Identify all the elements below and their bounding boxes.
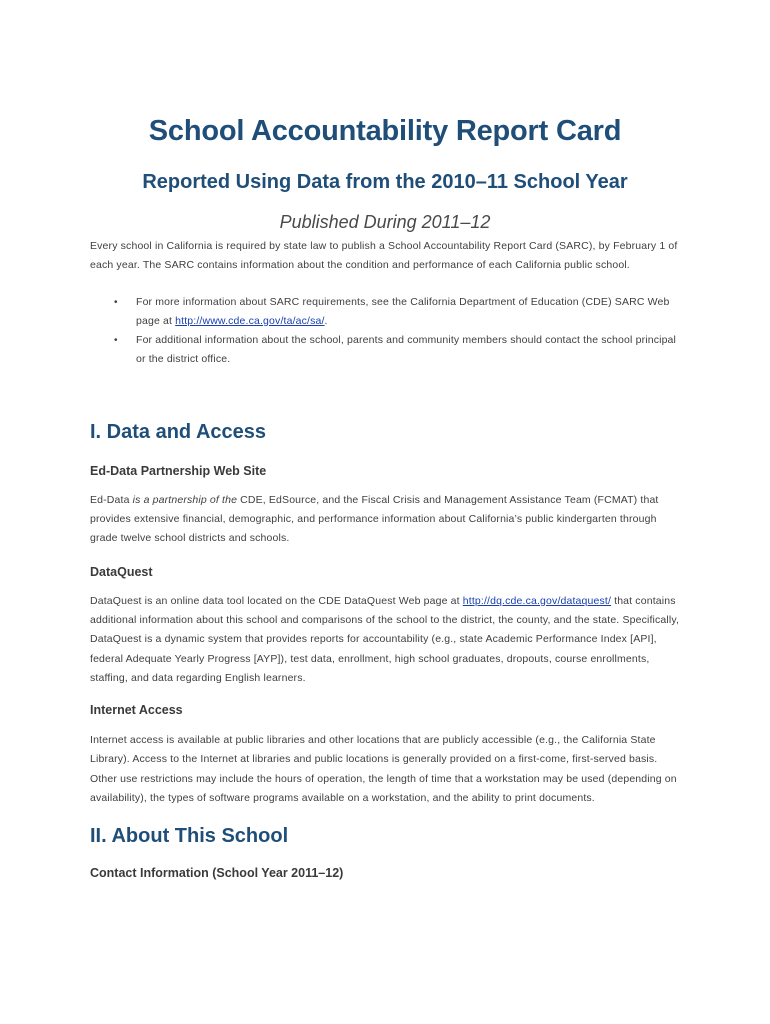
dataquest-link[interactable]: http://dq.cde.ca.gov/dataquest/ xyxy=(462,594,612,607)
eddata-rest: CDE, EdSource, and the Fiscal Crisis and Management Assistance Team (FCMAT) that provides extensive financial, demographic, and performance information about California’s public kindergarten through grade twelve school districts and schools. xyxy=(90,493,659,545)
bullet-text-end: . xyxy=(324,314,328,327)
document-subtitle: Reported Using Data from the 2010–11 School Year xyxy=(142,171,628,193)
eddata-paragraph xyxy=(90,491,680,549)
internet-paragraph: Internet access is available at public libraries and other locations that are publicly accessible (e.g., the California State Library). Access to the Internet at libraries and public locations is generally provided on a first-come, first-served basis. Other use restrictions may include the hours of operation, the length of time that a workstation may be used (depending on availability), the types of software programs available on a workstation, and the ability to print documents. xyxy=(90,734,677,805)
intro-paragraph: Every school in California is required by state law to publish a School Accountability Report Card (SARC), by February 1 of each year. The SARC contains information about the condition and performance of each California public school. xyxy=(90,240,678,272)
document-page xyxy=(90,110,680,882)
dataquest-text-end: that contains additional information about this school and comparisons of the school to the district, the county, and the state. Specifically, DataQuest is a dynamic system that provides reports for accountability (e.g., state Academic Performance Index [API], federal Adequate Yearly Progress [AYP]), test data, enrollment, high school graduates, dropouts, course enrollments, staffing, and data regarding English learners. xyxy=(90,594,680,684)
bullet-text: For more information about SARC requirements, see the California Department of Education (CDE) SARC Web page at xyxy=(136,295,670,327)
dataquest-text-start: DataQuest is an online data tool located on the CDE DataQuest Web page at xyxy=(90,594,463,607)
eddata-italic: is a partnership of the xyxy=(129,493,241,506)
sarc-link[interactable]: http://www.cde.ca.gov/ta/ac/sa/ xyxy=(175,314,325,327)
subheading-internet-access: Internet Access xyxy=(90,703,183,718)
bullet-dot: • xyxy=(114,335,118,347)
subheading-dataquest: DataQuest xyxy=(90,564,153,579)
bullet-text: For additional information about the school, parents and community members should contact the school principal or the district office. xyxy=(136,334,677,366)
subheading-eddata: Ed-Data Partnership Web Site xyxy=(90,463,267,478)
section-heading-data-access: I. Data and Access xyxy=(90,420,267,443)
document-title: School Accountability Report Card xyxy=(148,115,622,147)
dataquest-paragraph xyxy=(90,592,680,688)
eddata-lead: Ed-Data xyxy=(90,493,130,506)
list-item xyxy=(90,331,680,370)
section-heading-about-school: II. About This School xyxy=(90,825,289,848)
subheading-contact-info: Contact Information (School Year 2011–12) xyxy=(90,866,344,881)
published-line: Published During 2011–12 xyxy=(279,212,491,232)
info-bullet-list xyxy=(90,293,680,370)
list-item xyxy=(90,293,680,332)
bullet-dot: • xyxy=(114,296,118,308)
